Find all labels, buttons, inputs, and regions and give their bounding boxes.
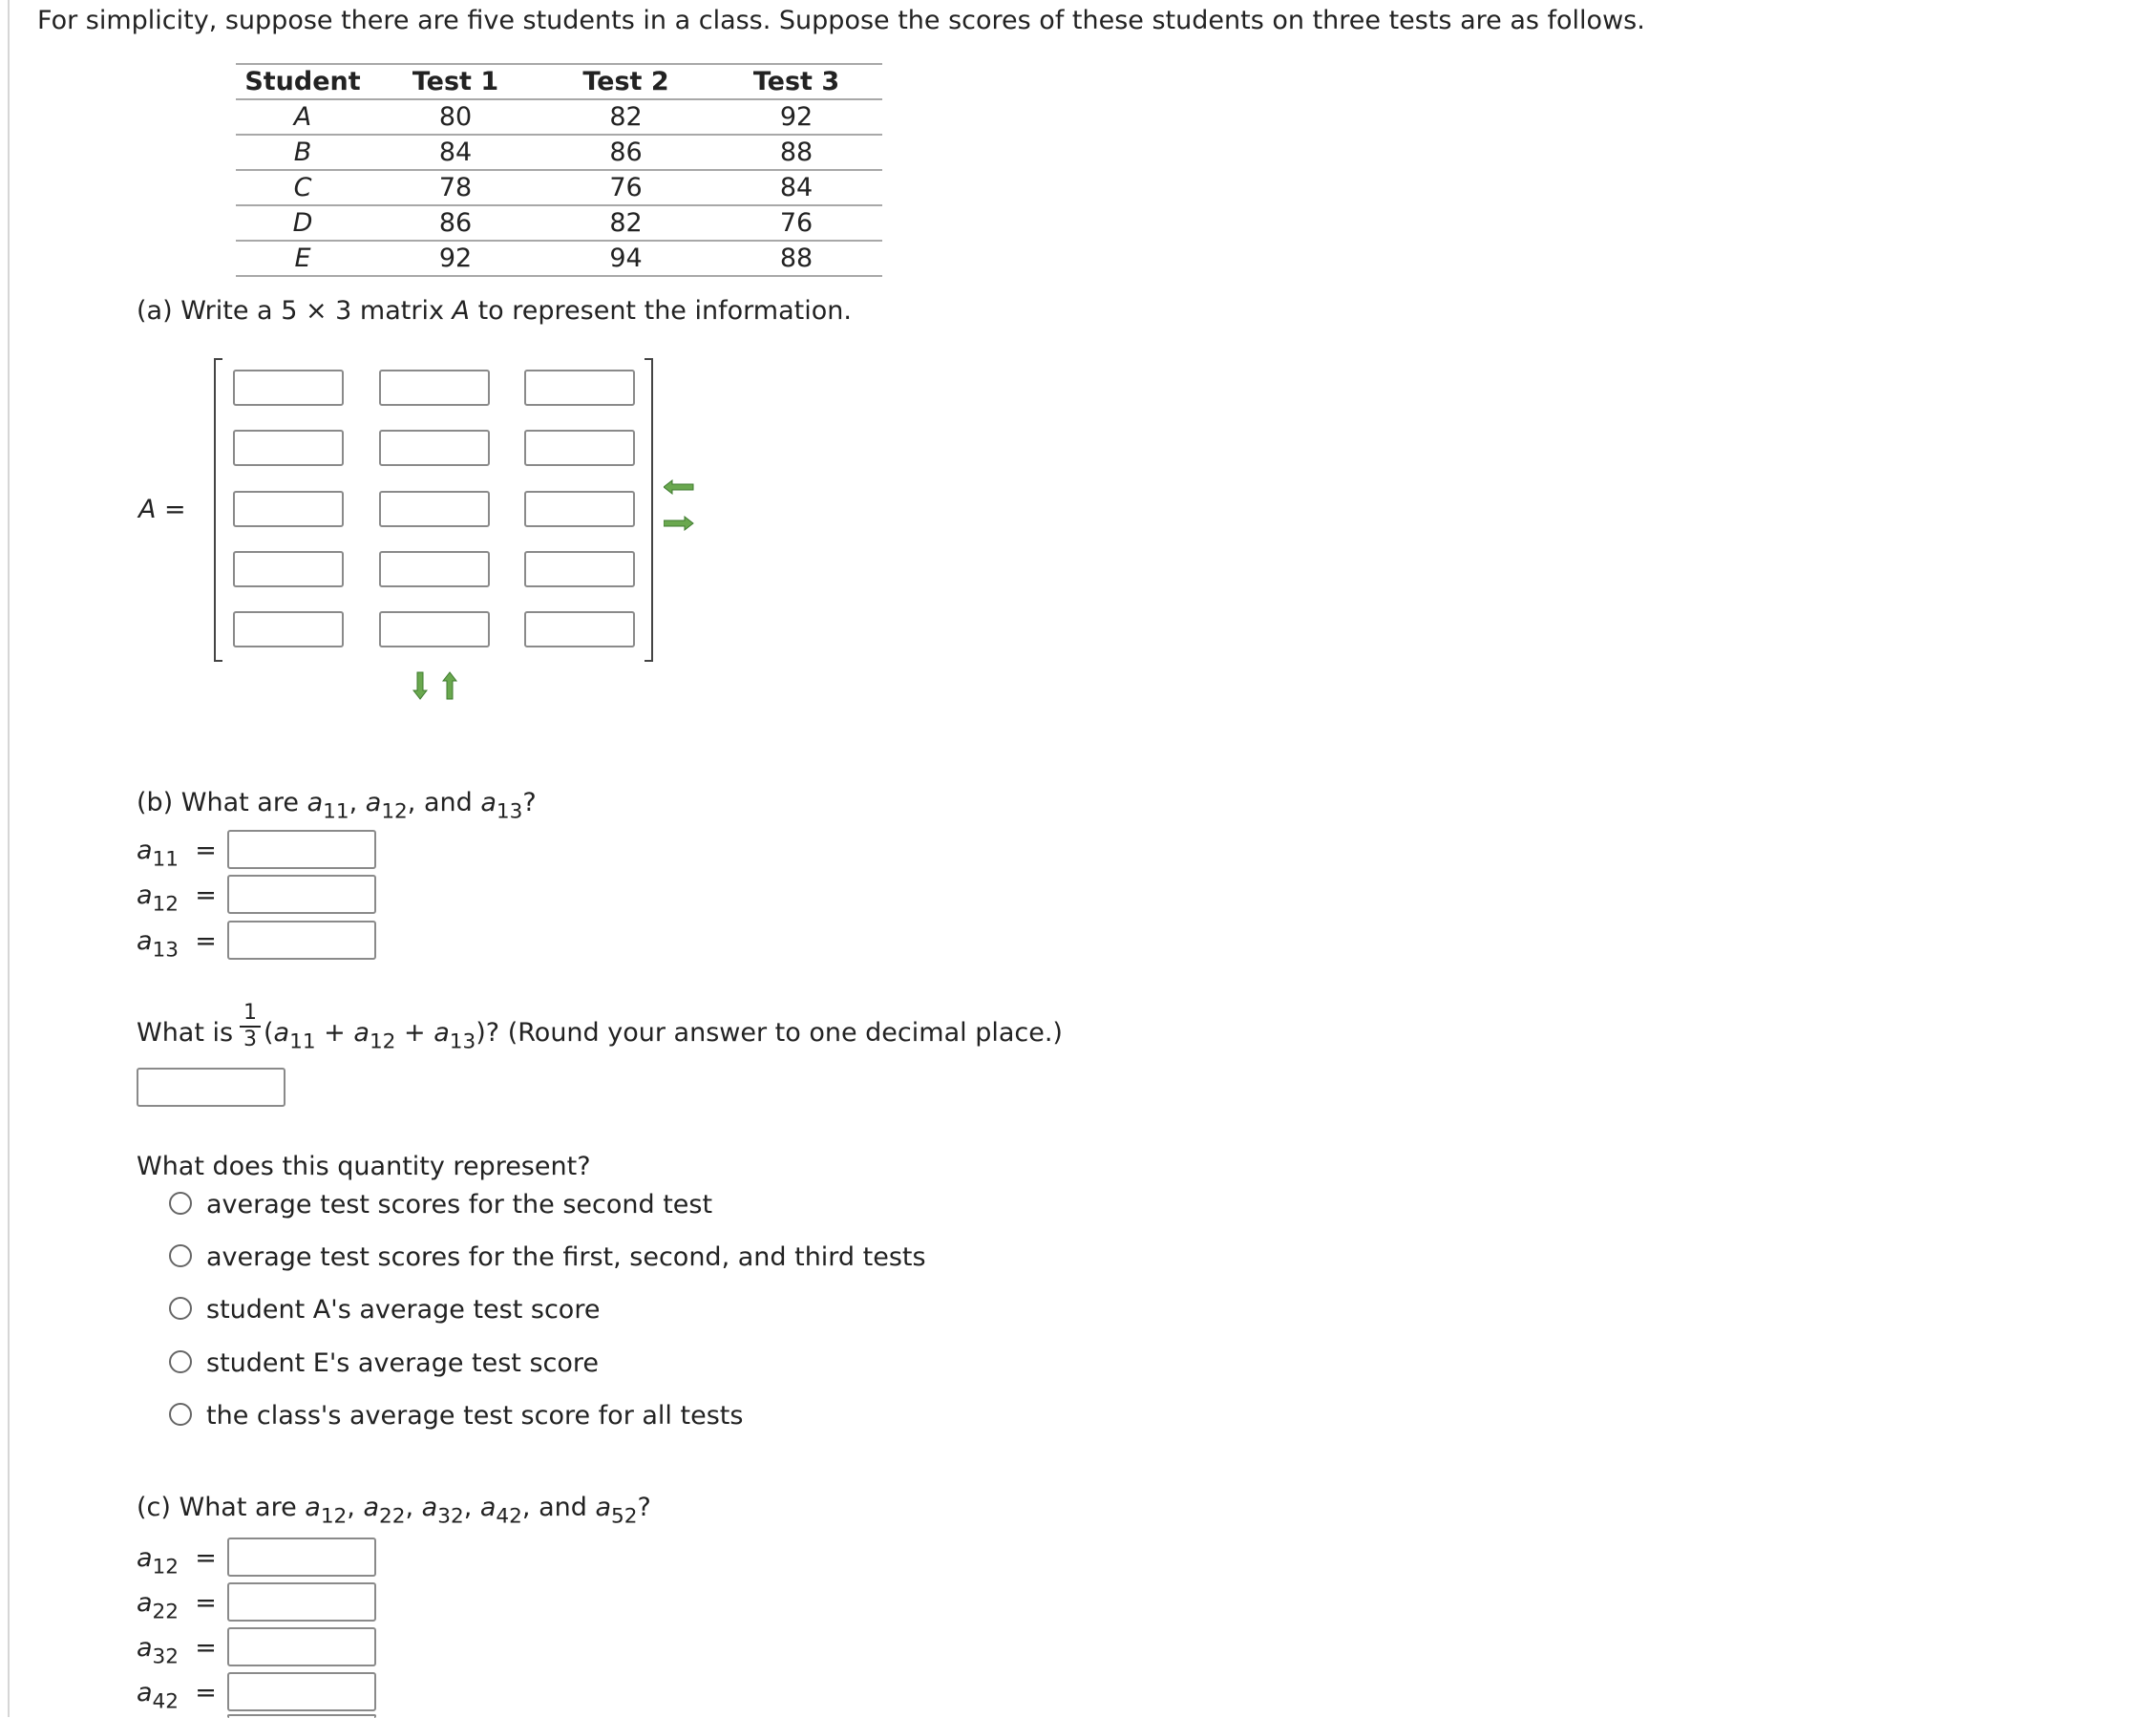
student-cell: A [236, 99, 370, 135]
a11-label: $a_{11}$ = [137, 836, 217, 872]
a12-input[interactable] [227, 875, 376, 914]
c-a32-label: $a_{32}$ = [137, 1633, 217, 1669]
c-a42-label: $a_{42}$ = [137, 1678, 217, 1714]
option-radio-1[interactable] [169, 1192, 192, 1215]
a11-input[interactable] [227, 830, 376, 869]
matrix-cell-1-1[interactable] [233, 370, 344, 406]
score-cell: 88 [710, 135, 882, 170]
option-label-5[interactable]: the class's average test score for all tests [206, 1401, 744, 1431]
page-left-border [8, 0, 10, 1717]
matrix-cell-1-2[interactable] [379, 370, 490, 406]
represent-question: What does this quantity represent? [137, 1152, 591, 1181]
student-cell: C [236, 170, 370, 205]
option-label-2[interactable]: average test scores for the first, second, and third tests [206, 1242, 926, 1272]
score-cell: 82 [541, 99, 710, 135]
c-a22-input[interactable] [227, 1582, 376, 1622]
matrix-cell-3-2[interactable] [379, 491, 490, 527]
remove-column-arrow-icon[interactable] [664, 479, 694, 495]
matrix-cell-4-3[interactable] [524, 551, 635, 587]
matrix-cell-4-2[interactable] [379, 551, 490, 587]
table-header-row [236, 64, 882, 99]
matrix-cell-1-3[interactable] [524, 370, 635, 406]
score-cell: 86 [370, 205, 541, 241]
part-b-prompt: (b) What are $a_{11}$, $a_{12}$, and $a_{13}$? [137, 788, 537, 824]
c-a12-input[interactable] [227, 1538, 376, 1577]
matrix-cell-5-1[interactable] [233, 611, 344, 647]
score-cell: 92 [370, 241, 541, 276]
matrix-label: A = [138, 495, 186, 524]
matrix-cell-5-3[interactable] [524, 611, 635, 647]
matrix-cell-2-1[interactable] [233, 430, 344, 466]
option-label-1[interactable]: average test scores for the second test [206, 1190, 713, 1220]
student-cell: B [236, 135, 370, 170]
student-cell: D [236, 205, 370, 241]
option-label-3[interactable]: student A's average test score [206, 1295, 601, 1325]
c-a32-input[interactable] [227, 1627, 376, 1666]
average-question-expression: $(a_{11} + a_{12} + a_{13})$? (Round your answer to one decimal place.) [264, 1018, 1063, 1054]
score-cell: 92 [710, 99, 882, 135]
one-third-fraction: 1 3 [240, 1003, 261, 1050]
matrix-cell-3-1[interactable] [233, 491, 344, 527]
average-question-pre: What is [137, 1018, 234, 1048]
add-row-arrow-icon[interactable] [412, 671, 428, 700]
score-cell: 78 [370, 170, 541, 205]
header-test-2: Test 2 [541, 64, 710, 99]
table-row [236, 170, 882, 205]
score-cell: 82 [541, 205, 710, 241]
option-label-4[interactable]: student E's average test score [206, 1348, 600, 1378]
add-column-arrow-icon[interactable] [664, 516, 694, 531]
score-cell: 86 [541, 135, 710, 170]
part-c-prompt: (c) What are $a_{12}$, $a_{22}$, $a_{32}$, $a_{42}$, and $a_{52}$? [137, 1493, 651, 1529]
matrix-cell-4-1[interactable] [233, 551, 344, 587]
option-radio-3[interactable] [169, 1297, 192, 1320]
remove-row-arrow-icon[interactable] [442, 671, 457, 700]
table-row [236, 241, 882, 276]
header-student: Student [236, 64, 370, 99]
c-a22-label: $a_{22}$ = [137, 1588, 217, 1624]
matrix-cell-2-2[interactable] [379, 430, 490, 466]
matrix-cell-3-3[interactable] [524, 491, 635, 527]
a13-input[interactable] [227, 921, 376, 960]
a13-label: $a_{13}$ = [137, 926, 217, 963]
score-cell: 88 [710, 241, 882, 276]
table-row [236, 205, 882, 241]
table-row [236, 99, 882, 135]
c-a12-label: $a_{12}$ = [137, 1543, 217, 1580]
intro-text: For simplicity, suppose there are five students in a class. Suppose the scores of these students on three tests are as follows. [37, 6, 1645, 35]
c-a52-input[interactable] [227, 1714, 376, 1718]
score-cell: 84 [370, 135, 541, 170]
average-input[interactable] [137, 1068, 285, 1107]
matrix-cell-2-3[interactable] [524, 430, 635, 466]
header-test-1: Test 1 [370, 64, 541, 99]
matrix-right-bracket [645, 358, 653, 662]
c-a42-input[interactable] [227, 1672, 376, 1711]
score-cell: 76 [541, 170, 710, 205]
option-radio-4[interactable] [169, 1350, 192, 1373]
a12-label: $a_{12}$ = [137, 880, 217, 917]
score-cell: 76 [710, 205, 882, 241]
option-radio-5[interactable] [169, 1403, 192, 1426]
score-cell: 84 [710, 170, 882, 205]
score-cell: 94 [541, 241, 710, 276]
matrix-left-bracket [214, 358, 222, 662]
matrix-cell-5-2[interactable] [379, 611, 490, 647]
score-cell: 80 [370, 99, 541, 135]
part-a-prompt: (a) Write a 5 × 3 matrix A to represent the information. [137, 296, 852, 326]
header-test-3: Test 3 [710, 64, 882, 99]
scores-table [236, 63, 882, 277]
student-cell: E [236, 241, 370, 276]
option-radio-2[interactable] [169, 1244, 192, 1267]
table-row [236, 135, 882, 170]
